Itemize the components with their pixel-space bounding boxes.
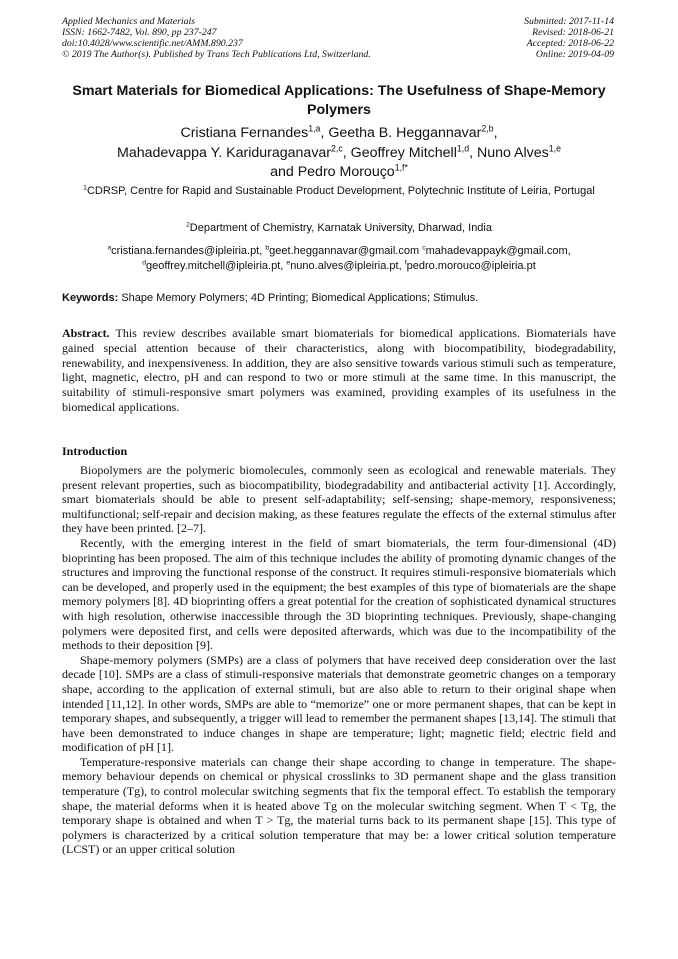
keywords <box>62 292 616 304</box>
affiliation-1 <box>60 184 618 200</box>
publication-dates <box>524 16 614 60</box>
author-name: Geetha B. Heggannavar <box>328 125 482 141</box>
abstract <box>62 326 616 415</box>
author-name: Geoffrey Mitchell <box>350 144 457 161</box>
affiliation-text: Department of Chemistry, Karnatak University, Dharwad, India <box>189 222 492 234</box>
email-link[interactable]: geoffrey.mitchell@ipleiria.pt, <box>146 259 284 272</box>
email-link[interactable]: nuno.alves@ipleiria.pt, <box>290 259 402 272</box>
section-heading-introduction: Introduction <box>62 444 128 458</box>
email-link[interactable]: mahadevappayk@gmail.com, <box>425 245 571 257</box>
journal-info <box>62 16 371 60</box>
affiliation-text: CDRSP, Centre for Rapid and Sustainable Product Development, Polytechnic Institute of Leiria, Portugal <box>86 185 595 197</box>
body-paragraph: Temperature-responsive materials can change their shape according to change in temperature. The shape-memory behaviour depends on chemical or physical crosslinks to 3D permanent shape and the glass transition temperature (Tg), to control molecular switching segments that fix the temporal effect. To establish the temporary shape, the material deforms when it is heated above Tg on the molecular switching segment. When T < Tg, the temporary shape is obtained and when T > Tg, the material turns back to its permanent shape [15]. This type of polymers is characterized by a critical solution temperature that may be: a lower critical solution temperature (LCST) or an upper critical solution <box>62 754 616 857</box>
author-affil-mark: 2,b <box>481 123 494 134</box>
email-mark: c <box>422 244 426 252</box>
abstract-label: Abstract. <box>62 326 110 340</box>
revised-date: Revised: 2018-06-21 <box>532 27 614 38</box>
paper-title: Smart Materials for Biomedical Applications: The Usefulness of Shape-Memory Polymers <box>72 83 606 118</box>
journal-name: Applied Mechanics and Materials <box>62 16 196 27</box>
email-link[interactable]: geet.heggannavar@gmail.com <box>269 245 420 257</box>
email-mark: d <box>142 258 146 266</box>
author-affil-mark: 1,f* <box>394 162 408 173</box>
introduction-body <box>62 463 616 857</box>
author-conjunction: and <box>270 164 294 180</box>
author-affil-mark: 1,d <box>456 142 470 153</box>
email-link[interactable]: pedro.morouco@ipleiria.pt <box>406 259 536 272</box>
email-link[interactable]: cristiana.fernandes@ipleiria.pt, <box>111 245 263 257</box>
author-name: Pedro Morouço <box>297 164 395 180</box>
email-mark: a <box>107 244 112 252</box>
doi-line: doi:10.4028/www.scientific.net/AMM.890.237 <box>62 38 243 49</box>
body-paragraph: Recently, with the emerging interest in the field of smart biomaterials, the term four-dimensional (4D) bioprinting has been proposed. The aim of this technique includes the ability of promoting dynamic changes of the structures and improving the functional response of the construct. It requires stimuli-responsive biomaterials which can be developed, and properly used in the equipment; the best examples of this type of biomaterials are the shape memory polymers [8]. 4D bioprinting offers a great potential for the creation of sophisticated dynamical structures with high resolution, otherwise inaccessible through the 3D bioprinting techniques. Previously, shape-changing polymers were deposited first, and cells were deposited afterwards, which was due to the incompatibility of the methods to their deposition [9]. <box>62 535 616 653</box>
author-name: Cristiana Fernandes <box>180 125 309 141</box>
copyright-line: © 2019 The Author(s). Published by Trans Tech Publications Ltd, Switzerland. <box>62 49 371 60</box>
accepted-date: Accepted: 2018-06-22 <box>526 38 614 49</box>
author-affil-mark: 1,a <box>308 123 321 134</box>
body-paragraph: Shape-memory polymers (SMPs) are a class of polymers that have received deep consideration over the last decade [10]. SMPs are a class of stimuli-responsive materials that demonstrate geometric changes on a temporary shape, according to the application of external stimuli, but are also able to return to their original shape when intended [11,12]. In other words, SMPs are able to “memorize” one or more permanent shapes, that can be kept in temporary shapes, and subsequently, a trigger will lead to remember the permanent shapes [13,14]. The stimuli that have been demonstrated to induce changes in shape are temperature; light; magnetic field; electric field and modification of pH [1]. <box>62 652 616 755</box>
keywords-label: Keywords: <box>62 292 119 304</box>
author-name: Mahadevappa Y. Kariduraganavar <box>117 144 332 161</box>
author-affil-mark: 1,e <box>548 142 561 153</box>
email-mark: e <box>286 258 291 266</box>
affiliation-mark: 2 <box>185 221 190 229</box>
email-mark: f <box>404 258 407 266</box>
abstract-text: This review describes available smart biomaterials for biomedical applications. Biomaterials have gained special attention because of their characteristics, along with biocompatibility, biodegradability, renewability, and inexpensiveness. In addition, they are also sensitive towards various stimuli such as temperature, light, magnetic, electro, pH and can respond to two or more stimuli at the same time. In this manuscript, the suitability of stimuli-responsive smart polymers was examined, providing examples of its usefulness in the biomedical applications. <box>62 326 616 414</box>
journal-header <box>62 16 614 60</box>
submitted-date: Submitted: 2017-11-14 <box>524 16 614 27</box>
keywords-text: Shape Memory Polymers; 4D Printing; Biomedical Applications; Stimulus. <box>121 292 479 304</box>
issn-line: ISSN: 1662-7482, Vol. 890, pp 237-247 <box>62 27 217 38</box>
author-emails <box>60 244 618 273</box>
author-name: Nuno Alves <box>476 144 549 161</box>
author-list: Cristiana Fernandes$^{1,a}$, Geetha B. Heggannavar$^{2,b}$, Mahadevappa Y. Kariduraganavar$^{2,c}$, Geoffrey Mitchell$^{1,d}$, Nuno Alves$^{1,e}$ and Pedro Morouço$^{1,f*}$ <box>117 123 561 180</box>
affiliation-mark: 1 <box>83 184 87 192</box>
online-date: Online: 2019-04-09 <box>535 49 614 60</box>
author-affil-mark: 2,c <box>331 142 343 153</box>
affiliation-2 <box>60 221 618 237</box>
email-mark: b <box>265 244 270 252</box>
body-paragraph: Biopolymers are the polymeric biomolecules, commonly seen as ecological and renewable materials. They present relevant properties, such as biocompatibility, biodegradability and antibacterial activity [1]. Accordingly, smart biomaterials should be able to present self-adaptability; self-sensing; shape-memory, responsiveness; multifunctional; self-repair and decision making, as these features regulate the effects of the external stimulus after they have been printed. [2–7]. <box>62 463 616 536</box>
